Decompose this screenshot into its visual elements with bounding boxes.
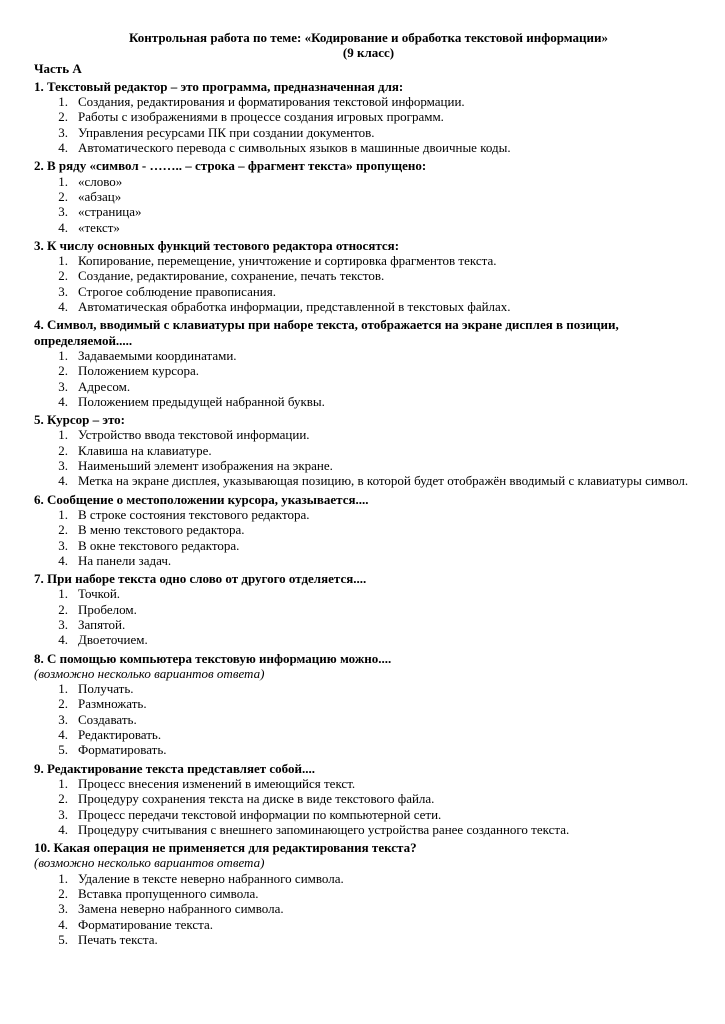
question-title: 6. Сообщение о местоположении курсора, указывается.... bbox=[34, 491, 369, 507]
answer-number: 4. bbox=[58, 473, 68, 489]
answer-text: Задаваемыми координатами. bbox=[78, 347, 237, 363]
answer-text: В меню текстового редактора. bbox=[78, 522, 245, 538]
answer-option bbox=[34, 220, 695, 235]
question-title: 1. Текстовый редактор – это программа, предназначенная для: bbox=[34, 78, 404, 94]
answer-number: 4. bbox=[58, 727, 68, 743]
answer-option bbox=[34, 807, 695, 822]
answer-number: 3. bbox=[58, 537, 68, 553]
answer-option bbox=[34, 932, 695, 947]
question-title: 8. С помощью компьютера текстовую информацию можно.... bbox=[34, 650, 392, 666]
answer-text: Размножать. bbox=[78, 696, 147, 712]
answer-option bbox=[34, 602, 695, 617]
answer-text: Процесс внесения изменений в имеющийся текст. bbox=[78, 775, 356, 791]
question-title: 5. Курсор – это: bbox=[34, 412, 125, 428]
question-title: 10. Какая операция не применяется для редактирования текста? bbox=[34, 840, 417, 856]
answer-option bbox=[34, 901, 695, 916]
answer-number: 5. bbox=[58, 742, 68, 758]
answer-text: Устройство ввода текстовой информации. bbox=[78, 427, 310, 443]
answer-text: Форматирование текста. bbox=[78, 916, 214, 932]
answer-option bbox=[34, 125, 695, 140]
answer-text: На панели задач. bbox=[78, 552, 172, 568]
answer-number: 4. bbox=[58, 916, 68, 932]
answer-number: 1. bbox=[58, 94, 68, 110]
answer-number: 4. bbox=[58, 821, 68, 837]
question-note: (возможно несколько вариантов ответа) bbox=[34, 855, 265, 871]
answer-number: 4. bbox=[58, 299, 68, 315]
answer-text: Строгое соблюдение правописания. bbox=[78, 283, 276, 299]
answer-list bbox=[34, 174, 695, 235]
answer-option bbox=[34, 507, 695, 522]
title-line-2: (9 класс) bbox=[342, 45, 395, 61]
answer-text: «слово» bbox=[78, 173, 123, 189]
answer-list bbox=[34, 776, 695, 837]
answer-list bbox=[34, 253, 695, 314]
question-10 bbox=[34, 840, 695, 947]
question-4 bbox=[34, 317, 695, 409]
answer-text: Запятой. bbox=[78, 616, 126, 632]
answer-option bbox=[34, 363, 695, 378]
answer-text: Двоеточием. bbox=[78, 632, 148, 648]
answer-option bbox=[34, 189, 695, 204]
answer-option bbox=[34, 681, 695, 696]
answer-text: «абзац» bbox=[78, 188, 122, 204]
answer-option bbox=[34, 268, 695, 283]
answer-option bbox=[34, 742, 695, 757]
answer-number: 4. bbox=[58, 219, 68, 235]
answer-option bbox=[34, 791, 695, 806]
question-8 bbox=[34, 651, 695, 758]
answer-option bbox=[34, 253, 695, 268]
title-line-1: Контрольная работа по теме: «Кодирование и обработка текстовой информации» bbox=[129, 30, 608, 45]
answer-list bbox=[34, 681, 695, 757]
answer-number: 1. bbox=[58, 253, 68, 269]
answer-option bbox=[34, 586, 695, 601]
answer-text: Точкой. bbox=[78, 586, 121, 602]
question-2 bbox=[34, 158, 695, 234]
question-3 bbox=[34, 238, 695, 314]
answer-list bbox=[34, 871, 695, 947]
answer-text: Копирование, перемещение, уничтожение и сортировка фрагментов текста. bbox=[78, 253, 497, 269]
answer-option bbox=[34, 617, 695, 632]
question-9 bbox=[34, 761, 695, 837]
answer-text: Вставка пропущенного символа. bbox=[78, 886, 259, 902]
answer-option bbox=[34, 94, 695, 109]
answer-option bbox=[34, 458, 695, 473]
answer-option bbox=[34, 696, 695, 711]
answer-option bbox=[34, 348, 695, 363]
answer-option bbox=[34, 443, 695, 458]
question-title: 9. Редактирование текста представляет собой.... bbox=[34, 760, 316, 776]
answer-option bbox=[34, 394, 695, 409]
answer-number: 1. bbox=[58, 173, 68, 189]
answer-text: Редактировать. bbox=[78, 727, 162, 743]
answer-text: Клавиша на клавиатуре. bbox=[78, 442, 212, 458]
answer-list bbox=[34, 507, 695, 568]
answer-option bbox=[34, 299, 695, 314]
answer-list bbox=[34, 348, 695, 409]
answer-number: 3. bbox=[58, 616, 68, 632]
answer-text: Получать. bbox=[78, 681, 134, 697]
answer-number: 2. bbox=[58, 363, 68, 379]
answer-option bbox=[34, 174, 695, 189]
part-label: Часть А bbox=[34, 60, 82, 76]
answer-number: 4. bbox=[58, 393, 68, 409]
question-title: 2. В ряду «символ - …….. – строка – фрагмент текста» пропущено: bbox=[34, 158, 427, 174]
answer-number: 3. bbox=[58, 283, 68, 299]
answer-number: 1. bbox=[58, 347, 68, 363]
answer-list bbox=[34, 427, 695, 488]
answer-number: 4. bbox=[58, 140, 68, 156]
answer-text: Создавать. bbox=[78, 711, 137, 727]
answer-text: Создания, редактирования и форматирования текстовой информации. bbox=[78, 94, 465, 110]
answer-option bbox=[34, 632, 695, 647]
answer-number: 3. bbox=[58, 378, 68, 394]
answer-list bbox=[34, 586, 695, 647]
answer-text: Процесс передачи текстовой информации по компьютерной сети. bbox=[78, 806, 442, 822]
answer-text: Положением курсора. bbox=[78, 363, 200, 379]
answer-option bbox=[34, 886, 695, 901]
answer-text: Процедуру сохранения текста на диске в виде текстового файла. bbox=[78, 791, 435, 807]
answer-text: Адресом. bbox=[78, 378, 131, 394]
answer-option bbox=[34, 553, 695, 568]
question-1 bbox=[34, 79, 695, 155]
answer-option bbox=[34, 427, 695, 442]
answer-text: Автоматическая обработка информации, представленной в текстовых файлах. bbox=[78, 299, 511, 315]
answer-option bbox=[34, 379, 695, 394]
answer-number: 1. bbox=[58, 427, 68, 443]
answer-number: 5. bbox=[58, 931, 68, 947]
answer-text: Управления ресурсами ПК при создании документов. bbox=[78, 124, 375, 140]
answer-text: В окне текстового редактора. bbox=[78, 537, 240, 553]
answer-option bbox=[34, 109, 695, 124]
answer-text: Замена неверно набранного символа. bbox=[78, 901, 284, 917]
questions-list bbox=[34, 79, 695, 947]
answer-text: Печать текста. bbox=[78, 931, 158, 947]
answer-text: «страница» bbox=[78, 204, 142, 220]
answer-number: 4. bbox=[58, 632, 68, 648]
question-note: (возможно несколько вариантов ответа) bbox=[34, 665, 265, 681]
answer-number: 2. bbox=[58, 601, 68, 617]
answer-number: 3. bbox=[58, 204, 68, 220]
answer-option bbox=[34, 204, 695, 219]
answer-text: В строке состояния текстового редактора. bbox=[78, 506, 310, 522]
answer-number: 1. bbox=[58, 681, 68, 697]
answer-option bbox=[34, 473, 695, 488]
answer-number: 2. bbox=[58, 109, 68, 125]
answer-option bbox=[34, 871, 695, 886]
answer-number: 2. bbox=[58, 886, 68, 902]
answer-number: 3. bbox=[58, 901, 68, 917]
answer-text: Создание, редактирование, сохранение, печать текстов. bbox=[78, 268, 385, 284]
answer-number: 2. bbox=[58, 442, 68, 458]
answer-text: Пробелом. bbox=[78, 601, 137, 617]
answer-text: Процедуру считывания с внешнего запоминающего устройства ранее созданного текста. bbox=[78, 821, 570, 837]
answer-option bbox=[34, 538, 695, 553]
answer-option bbox=[34, 917, 695, 932]
answer-number: 3. bbox=[58, 458, 68, 474]
answer-text: Работы с изображениями в процессе создания игровых программ. bbox=[78, 109, 444, 125]
answer-text: «текст» bbox=[78, 219, 120, 235]
answer-option bbox=[34, 727, 695, 742]
answer-text: Положением предыдущей набранной буквы. bbox=[78, 393, 325, 409]
answer-number: 3. bbox=[58, 711, 68, 727]
answer-number: 2. bbox=[58, 268, 68, 284]
question-title: 4. Символ, вводимый с клавиатуры при наборе текста, отображается на экране дисплея в позиции, определяемой..... bbox=[34, 317, 619, 348]
question-title: 3. К числу основных функций тестового редактора относятся: bbox=[34, 237, 400, 253]
answer-number: 3. bbox=[58, 806, 68, 822]
answer-option bbox=[34, 284, 695, 299]
answer-number: 1. bbox=[58, 586, 68, 602]
answer-text: Метка на экране дисплея, указывающая позицию, в которой будет отображён вводимый с клавиатуры символ. bbox=[78, 473, 689, 489]
answer-text: Удаление в тексте неверно набранного символа. bbox=[78, 870, 344, 886]
answer-number: 1. bbox=[58, 870, 68, 886]
answer-number: 1. bbox=[58, 775, 68, 791]
answer-list bbox=[34, 94, 695, 155]
answer-option bbox=[34, 822, 695, 837]
question-7 bbox=[34, 571, 695, 647]
answer-number: 3. bbox=[58, 124, 68, 140]
answer-number: 2. bbox=[58, 696, 68, 712]
answer-option bbox=[34, 712, 695, 727]
answer-number: 2. bbox=[58, 791, 68, 807]
question-5 bbox=[34, 412, 695, 488]
answer-number: 2. bbox=[58, 522, 68, 538]
answer-number: 1. bbox=[58, 506, 68, 522]
answer-text: Форматировать. bbox=[78, 742, 167, 758]
answer-option bbox=[34, 522, 695, 537]
answer-text: Наименьший элемент изображения на экране. bbox=[78, 458, 333, 474]
document-title bbox=[34, 30, 695, 61]
question-title: 7. При наборе текста одно слово от другого отделяется.... bbox=[34, 571, 367, 587]
answer-number: 4. bbox=[58, 552, 68, 568]
answer-number: 2. bbox=[58, 188, 68, 204]
answer-option bbox=[34, 140, 695, 155]
answer-option bbox=[34, 776, 695, 791]
question-6 bbox=[34, 492, 695, 568]
answer-text: Автоматического перевода с символьных языков в машинные двоичные коды. bbox=[78, 140, 511, 156]
